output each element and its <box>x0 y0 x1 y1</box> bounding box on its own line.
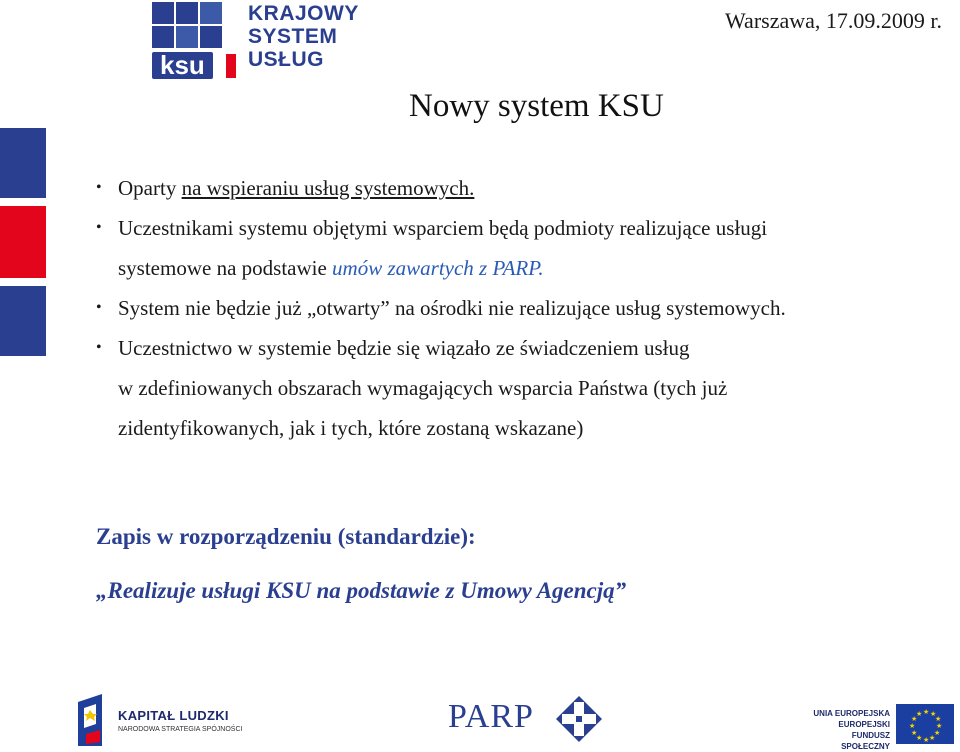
logo-square <box>152 2 174 24</box>
bullet-list <box>96 168 946 448</box>
kapital-ludzki-title: KAPITAŁ LUDZKI <box>118 708 229 723</box>
eu-line-1: UNIA EUROPEJSKA <box>813 709 890 718</box>
side-block-red <box>0 206 46 278</box>
bullet-dot: • <box>96 299 102 316</box>
bullet-text: zidentyfikowanych, jak i tych, które zostaną wskazane) <box>118 416 584 440</box>
svg-text:★: ★ <box>929 734 936 742</box>
bullet-text: System nie będzie już „otwarty” na ośrodki nie realizujące usług systemowych. <box>118 296 786 320</box>
svg-text:★: ★ <box>916 710 923 718</box>
svg-text:★: ★ <box>911 729 918 737</box>
logo-square <box>176 26 198 48</box>
logo-wordmark <box>248 2 359 71</box>
eu-stars-icon <box>896 704 954 744</box>
kapital-ludzki-logo <box>74 694 254 746</box>
kapital-ludzki-subtitle: NARODOWA STRATEGIA SPÓJNOŚCI <box>118 726 243 733</box>
svg-text:★: ★ <box>923 736 930 744</box>
bullet-item <box>96 288 946 328</box>
ksu-logo <box>152 2 362 80</box>
svg-text:★: ★ <box>923 708 930 716</box>
svg-text:★: ★ <box>935 715 942 723</box>
logo-line-3: USŁUG <box>248 48 324 71</box>
bullet-dot: • <box>96 339 102 356</box>
logo-line-1: KRAJOWY <box>248 2 359 25</box>
eu-flag-icon <box>896 704 954 744</box>
date: Warszawa, 17.09.2009 r. <box>725 8 942 33</box>
logo-red-accent <box>226 54 236 78</box>
bullet-dot: • <box>96 219 102 236</box>
bullet-text: w zdefiniowanych obszarach wymagających wsparcia Państwa (tych już <box>118 376 728 400</box>
parp-diamond-icon <box>554 694 604 744</box>
bullet-item <box>96 168 946 208</box>
bullet-item <box>96 208 946 288</box>
svg-text:★: ★ <box>911 715 918 723</box>
bullet-item <box>96 328 946 448</box>
eu-line-3: FUNDUSZ SPOŁECZNY <box>841 731 890 751</box>
eu-logo <box>808 704 956 751</box>
logo-square <box>176 2 198 24</box>
bullet-text: Uczestnictwo w systemie będzie się wiązało ze świadczeniem usług <box>118 336 690 360</box>
logo-square <box>200 26 222 48</box>
svg-text:★: ★ <box>936 722 943 730</box>
logo-square <box>200 2 222 24</box>
bullet-text: systemowe na podstawie <box>118 256 333 280</box>
side-block-navy <box>0 128 46 198</box>
eu-text <box>808 708 890 752</box>
parp-logo <box>448 694 608 746</box>
bullet-emphasis: umów zawartych z PARP. <box>332 256 544 280</box>
zapis-heading: Zapis w rozporządzeniu (standardzie): <box>96 524 476 549</box>
side-block-navy <box>0 286 46 356</box>
logo-square <box>152 26 174 48</box>
eu-line-2: EUROPEJSKI <box>838 720 890 729</box>
bullet-text: Oparty <box>118 176 182 200</box>
svg-text:★: ★ <box>930 710 937 718</box>
slide-title: Nowy system KSU <box>409 88 664 124</box>
logo-ksu-short: ksu <box>152 52 213 79</box>
bullet-underlined-text: na wspieraniu usług systemowych. <box>181 176 475 200</box>
svg-text:★: ★ <box>909 722 916 730</box>
parp-wordmark: PARP <box>448 698 534 735</box>
svg-text:★: ★ <box>934 729 941 737</box>
bullet-text: Uczestnikami systemu objętymi wsparciem będą podmioty realizujące usługi <box>118 216 768 240</box>
kapital-ludzki-mark-icon <box>74 694 106 746</box>
logo-line-2: SYSTEM <box>248 25 338 48</box>
svg-text:★: ★ <box>916 734 923 742</box>
quote: „Realizuje usługi KSU na podstawie z Umowy Agencją” <box>96 578 627 603</box>
bullet-dot: • <box>96 179 102 196</box>
